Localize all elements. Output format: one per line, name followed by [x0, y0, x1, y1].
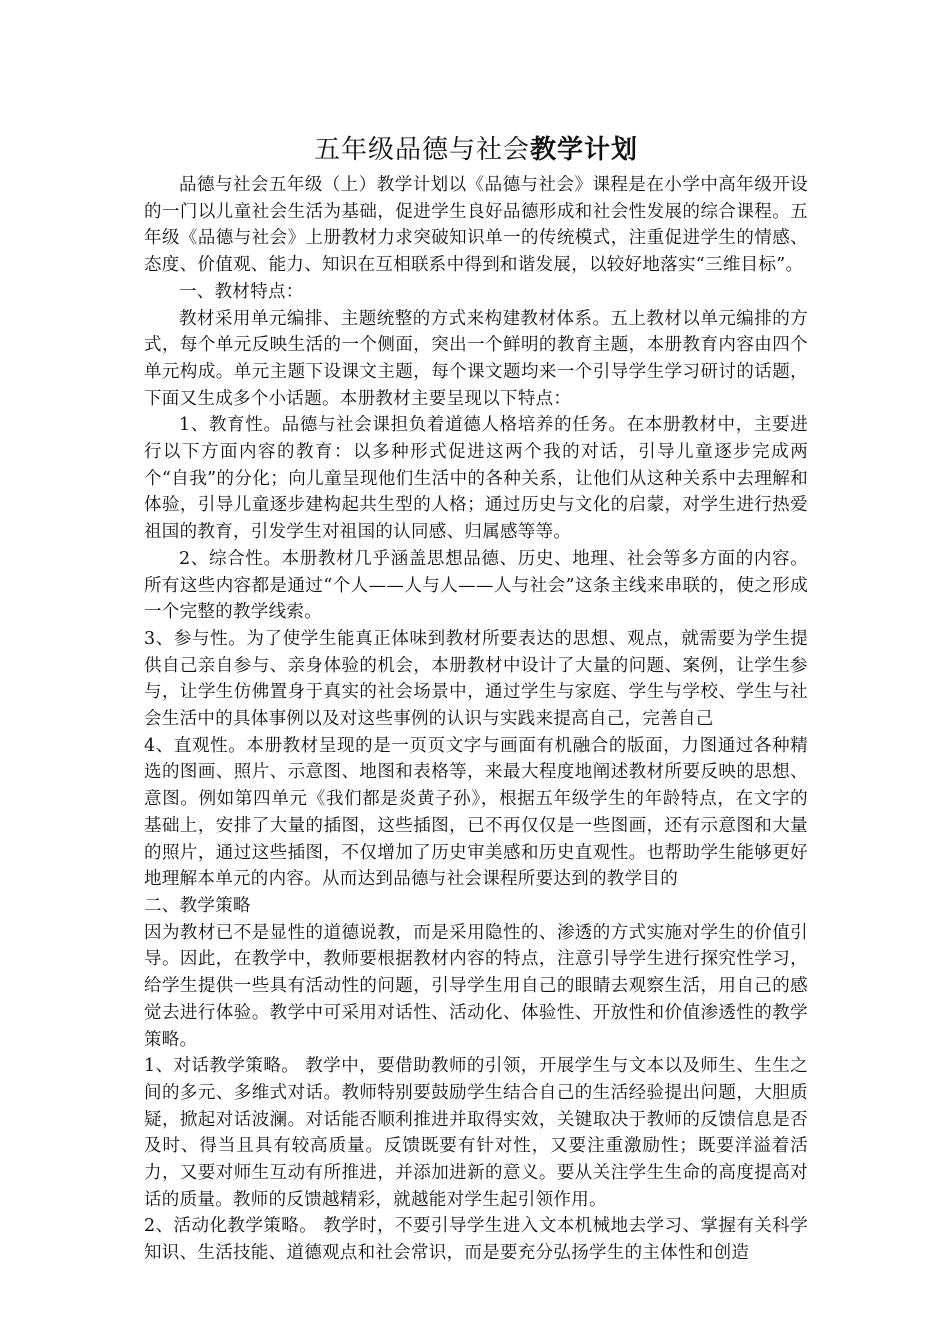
document-body [144, 172, 808, 1267]
title-part-1: 五年级品德与社会 [313, 135, 530, 165]
body-paragraph: 1、对话教学策略。 教学中，要借助教师的引领，开展学生与文本以及师生、生生之间的多元、多维式对话。教师特别要鼓励学生结合自己的生活经验提出问题，大胆质疑，掀起对话波澜。对话能否顺利推进并取得实效，关键取决于教师的反馈信息是否及时、得当且具有较高质量。反馈既要有针对性，又要注重激励性；既要洋溢着活力，又要对师生互动有所推进，并添加进新的意义。要从关注学生生命的高度提高对话的质量。教师的反馈越精彩，就越能对学生起引领作用。 [144, 1056, 808, 1210]
body-paragraph: 因为教材已不是显性的道德说教，而是采用隐性的、渗透的方式实施对学生的价值引导。因此，在教学中，教师要根据教材内容的特点，注意引导学生进行探究性学习，给学生提供一些具有活动性的问题，引导学生用自己的眼睛去观察生活，用自己的感觉去进行体验。教学中可采用对话性、活动化、体验性、开放性和价值渗透性的教学策略。 [144, 922, 808, 1050]
body-paragraph: 2、活动化教学策略。 教学时，不要引导学生进入文本机械地去学习、掌握有关科学知识、生活技能、道德观点和社会常识，而是要充分弘扬学生的主体性和创造 [144, 1216, 808, 1264]
document-title [144, 130, 808, 170]
body-paragraph: 2、综合性。本册教材几乎涵盖思想品德、历史、地理、社会等多方面的内容。所有这些内容都是通过“个人——人与人——人与社会”这条主线来串联的，使之形成一个完整的教学线索。 [144, 548, 808, 623]
body-paragraph: 一、教材特点： [179, 281, 304, 302]
body-paragraph: 4、直观性。本册教材呈现的是一页页文字与画面有机融合的版面，力图通过各种精选的图画、照片、示意图、地图和表格等，来最大程度地阐述教材所要反映的思想、意图。例如第四单元《我们都是炎黄子孙》，根据五年级学生的年龄特点，在文字的基础上，安排了大量的插图，这些插图，已不再仅仅是一些图画，还有示意图和大量的照片，通过这些插图，不仅增加了历史审美感和历史直观性。也帮助学生能够更好地理解本单元的内容。从而达到品德与社会课程所要达到的教学目的 [144, 735, 808, 890]
title-part-2: 教学计划 [530, 135, 639, 165]
document-page [144, 130, 808, 1267]
body-paragraph: 品德与社会五年级（上）教学计划以《品德与社会》课程是在小学中高年级开设的一门以儿童社会生活为基础，促进学生良好品德形成和社会性发展的综合课程。五年级《品德与社会》上册教材力求突破知识单一的传统模式，注重促进学生的情感、态度、价值观、能力、知识在互相联系中得到和谐发展，以较好地落实“三维目标”。 [144, 175, 808, 276]
body-paragraph: 二、教学策略 [144, 895, 251, 916]
body-paragraph: 3、参与性。为了使学生能真正体味到教材所要表达的思想、观点，就需要为学生提供自己亲自参与、亲身体验的机会，本册教材中设计了大量的问题、案例，让学生参与，让学生仿佛置身于真实的社会场景中，通过学生与家庭、学生与学校、学生与社会生活中的具体事例以及对这些事例的认识与实践来提高自己，完善自己 [144, 628, 808, 730]
body-paragraph: 1、教育性。品德与社会课担负着道德人格培养的任务。在本册教材中，主要进行以下方面内容的教育：以多种形式促进这两个我的对话，引导儿童逐步完成两个“自我”的分化；向儿童呈现他们生活中的各种关系，让他们从这种关系中去理解和体验，引导儿童逐步建构起共生型的人格；通过历史与文化的启蒙，对学生进行热爱祖国的教育，引发学生对祖国的认同感、归属感等等。 [144, 415, 808, 543]
body-paragraph: 教材采用单元编排、主题统整的方式来构建教材体系。五上教材以单元编排的方式，每个单元反映生活的一个侧面，突出一个鲜明的教育主题，本册教育内容由四个单元构成。单元主题下设课文主题，每个课文题均来一个引导学生学习研讨的话题，下面又生成多个小话题。本册教材主要呈现以下特点： [144, 308, 808, 409]
